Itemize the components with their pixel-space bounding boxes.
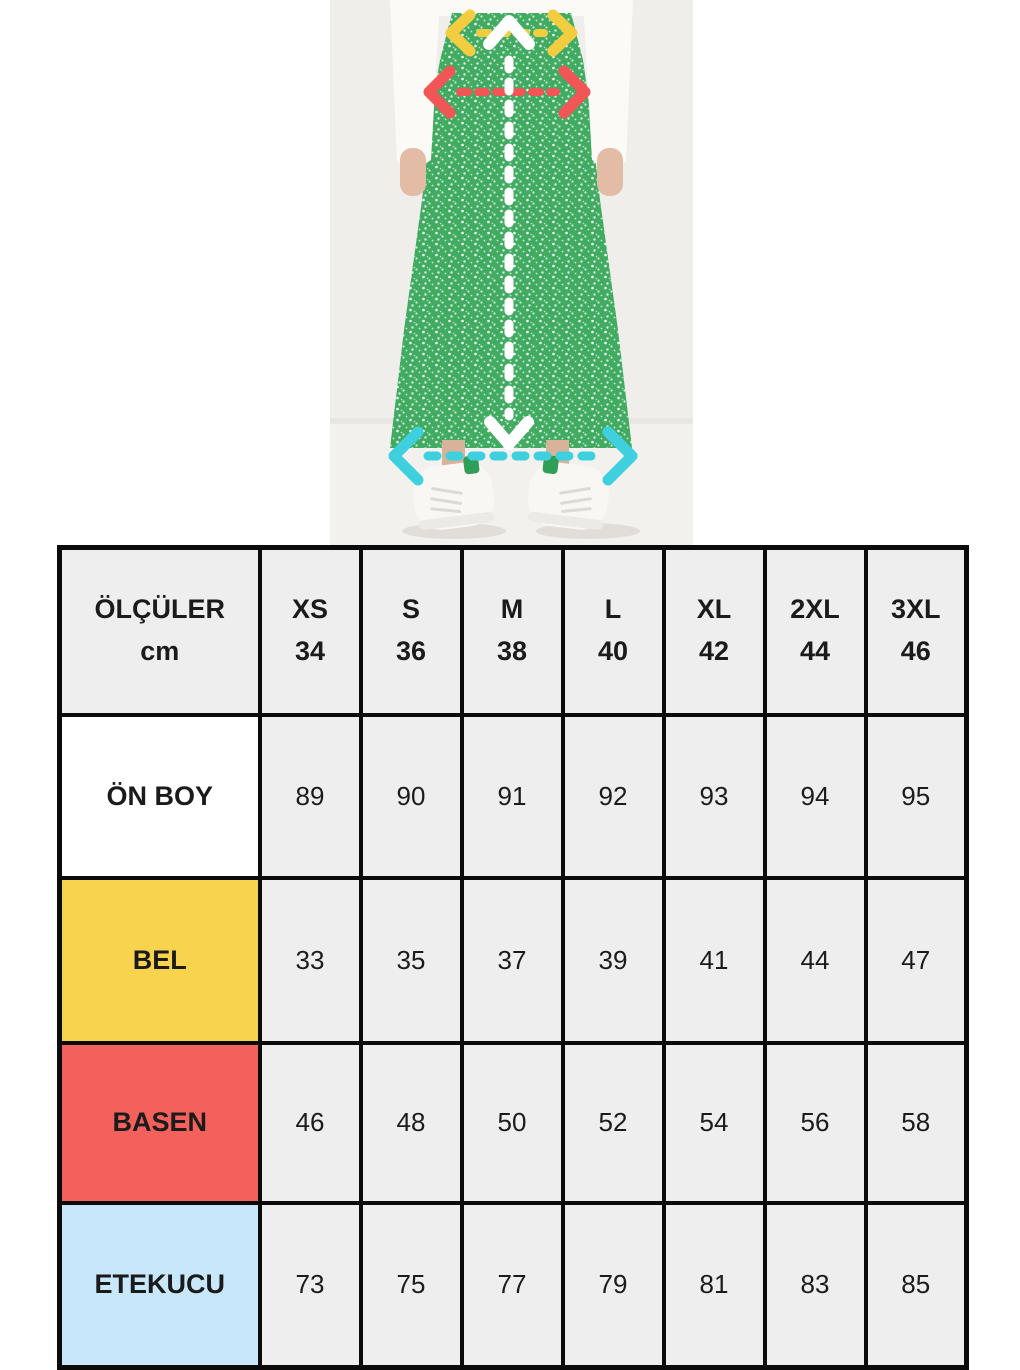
product-photo-graphic	[330, 0, 693, 545]
size-col-2xl: 2XL 44	[765, 548, 866, 715]
size-col-xs: XS 34	[260, 548, 361, 715]
model-left-hand	[400, 148, 426, 196]
table-cell: 39	[563, 878, 664, 1043]
table-cell: 77	[462, 1203, 563, 1368]
table-cell: 91	[462, 715, 563, 878]
product-photo	[330, 0, 693, 545]
table-cell: 48	[361, 1043, 462, 1203]
table-cell: 50	[462, 1043, 563, 1203]
table-cell: 79	[563, 1203, 664, 1368]
table-cell: 85	[866, 1203, 967, 1368]
size-chart-table	[57, 545, 969, 1370]
model-right-hand	[597, 148, 623, 196]
hip-row	[60, 1043, 967, 1203]
header-unit: cm	[140, 636, 180, 667]
size-col-m: M 38	[462, 548, 563, 715]
header-measures-cell	[60, 548, 260, 715]
table-cell: 54	[664, 1043, 765, 1203]
table-cell: 44	[765, 878, 866, 1043]
table-cell: 37	[462, 878, 563, 1043]
size-col-s: S 36	[361, 548, 462, 715]
table-cell: 92	[563, 715, 664, 878]
size-col-xl: XL 42	[664, 548, 765, 715]
table-cell: 41	[664, 878, 765, 1043]
waist-row	[60, 878, 967, 1043]
header-label: ÖLÇÜLER	[94, 594, 225, 625]
hem-row	[60, 1203, 967, 1368]
table-cell: 83	[765, 1203, 866, 1368]
hip-label: BASEN	[60, 1043, 260, 1203]
table-cell: 94	[765, 715, 866, 878]
table-cell: 95	[866, 715, 967, 878]
table-cell: 46	[260, 1043, 361, 1203]
table-cell: 47	[866, 878, 967, 1043]
waist-label: BEL	[60, 878, 260, 1043]
table-cell: 93	[664, 715, 765, 878]
table-cell: 90	[361, 715, 462, 878]
table-cell: 52	[563, 1043, 664, 1203]
table-cell: 35	[361, 878, 462, 1043]
table-cell: 75	[361, 1203, 462, 1368]
front-length-label: ÖN BOY	[60, 715, 260, 878]
table-cell: 81	[664, 1203, 765, 1368]
table-cell: 56	[765, 1043, 866, 1203]
table-cell: 58	[866, 1043, 967, 1203]
front-length-row	[60, 715, 967, 878]
header-row	[60, 548, 967, 715]
size-col-3xl: 3XL 46	[866, 548, 967, 715]
table-cell: 89	[260, 715, 361, 878]
table-cell: 73	[260, 1203, 361, 1368]
hem-label: ETEKUCU	[60, 1203, 260, 1368]
size-col-l: L 40	[563, 548, 664, 715]
table-cell: 33	[260, 878, 361, 1043]
